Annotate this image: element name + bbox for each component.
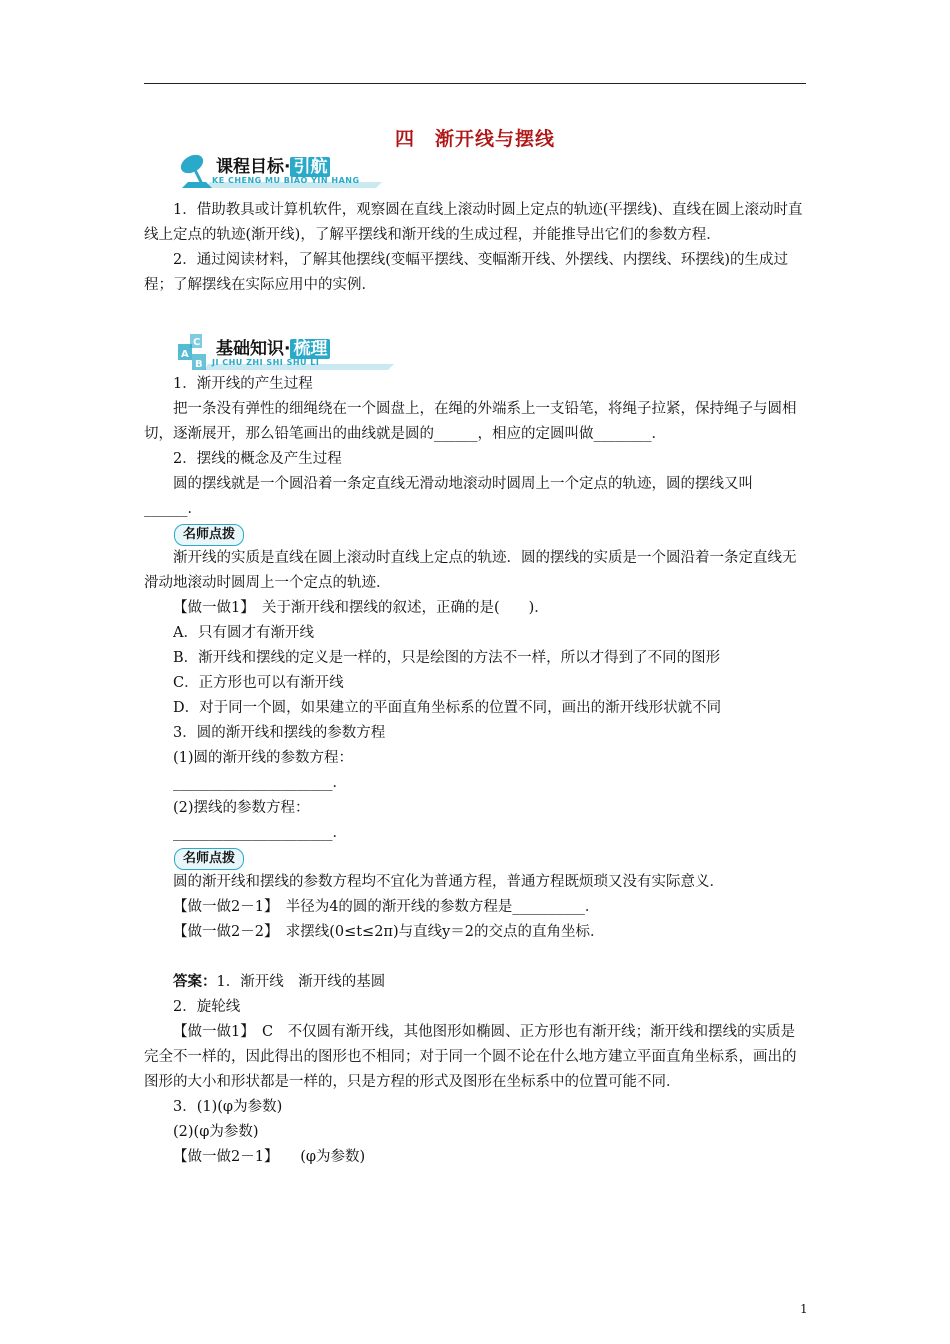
- banner-title: [216, 152, 330, 177]
- answer-5: (2)(φ为参数): [173, 1124, 259, 1140]
- section2-heading: 2．摆线的概念及产生过程: [173, 451, 342, 467]
- tip-label-1: 名师点拨: [174, 524, 244, 546]
- banner-title-highlight: 引航: [290, 157, 330, 177]
- answer-1: 1．渐开线 渐开线的基圆: [216, 974, 386, 990]
- section3-heading: 3．圆的渐开线和摆线的参数方程: [173, 725, 386, 741]
- answer-2: 2．旋轮线: [173, 999, 241, 1015]
- banner-subtitle: JI CHU ZHI SHI SHU LI: [212, 358, 320, 367]
- banner-subtitle: KE CHENG MU BIAO YIN HANG: [212, 176, 360, 185]
- exercise2-1: 【做一做2－1】 半径为4的圆的渐开线的参数方程是__________．: [173, 899, 600, 915]
- section3-sub2: (2)摆线的参数方程：: [173, 800, 310, 816]
- banner-course-goals: [176, 148, 386, 192]
- tip-2: 圆的渐开线和摆线的参数方程均不宜化为普通方程，普通方程既烦琐又没有实际意义．: [173, 874, 724, 890]
- exercise1-option-c: C．正方形也可以有渐开线: [173, 675, 344, 691]
- banner-title-main: 基础知识·: [216, 339, 291, 359]
- exercise2-2: 【做一做2－2】 求摆线(0≤t≤2π)与直线y＝2的交点的直角坐标．: [173, 924, 605, 940]
- banner-title-highlight: 梳理: [290, 339, 330, 359]
- svg-text:C: C: [193, 337, 201, 348]
- answer-4: 3．(1)(φ为参数): [173, 1099, 283, 1115]
- section3-blank2: ______________________．: [173, 825, 347, 841]
- section3-blank1: ______________________．: [173, 775, 347, 791]
- svg-text:A: A: [181, 349, 189, 360]
- exercise1-option-d: D．对于同一个圆，如果建立的平面直角坐标系的位置不同，画出的渐开线形状就不同: [173, 700, 722, 716]
- answer-1-line: [144, 969, 806, 995]
- answer-label: 答案：: [173, 973, 217, 990]
- section1-text: 把一条没有弹性的细绳绕在一个圆盘上，在绳的外端系上一支铅笔，将绳子拉紧，保持绳子与圆相切，逐渐展开，那么铅笔画出的曲线就是圆的______，相应的定圆叫做________．: [144, 401, 797, 442]
- exercise1-option-a: A．只有圆才有渐开线: [173, 625, 314, 641]
- header-rule: [144, 83, 806, 84]
- section2-text: 圆的摆线就是一个圆沿着一条定直线无滑动地滚动时圆周上一个定点的轨迹，圆的摆线又叫______．: [144, 476, 753, 517]
- goal-2: 2．通过阅读材料，了解其他摆线(变幅平摆线、变幅渐开线、外摆线、内摆线、环摆线)的生成过程；了解摆线在实际应用中的实例．: [144, 252, 789, 293]
- exercise1-option-b: B．渐开线和摆线的定义是一样的，只是绘图的方法不一样，所以才得到了不同的图形: [173, 650, 721, 666]
- svg-text:B: B: [195, 359, 203, 370]
- goal-1: 1．借助教具或计算机软件，观察圆在直线上滚动时圆上定点的轨迹(平摆线)、直线在圆上滚动时直线上定点的轨迹(渐开线)，了解平摆线和渐开线的生成过程，并能推导出它们的参数方程．: [144, 202, 803, 243]
- exercise1-question: 【做一做1】 关于渐开线和摆线的叙述，正确的是( )．: [173, 600, 549, 616]
- tip-label-2: 名师点拨: [174, 848, 244, 870]
- banner-title-main: 课程目标·: [216, 157, 291, 177]
- section3-sub1: (1)圆的渐开线的参数方程：: [173, 750, 354, 766]
- page-number: 1: [800, 1302, 808, 1316]
- answer-3: 【做一做1】 C 不仅圆有渐开线，其他图形如椭圆、正方形也有渐开线；渐开线和摆线的实质是完全不一样的，因此得出的图形也不相同；对于同一个圆不论在什么地方建立平面直角坐标系，画出的图形的大小和形状都是一样的，只是方程的形式及图形在坐标系中的位置可能不同．: [144, 1024, 797, 1090]
- tip-1: 渐开线的实质是直线在圆上滚动时直线上定点的轨迹．圆的摆线的实质是一个圆沿着一条定直线无滑动地滚动时圆周上一个定点的轨迹．: [144, 550, 797, 591]
- answer-6: 【做一做2－1】 (φ为参数): [173, 1149, 366, 1165]
- section1-heading: 1．渐开线的产生过程: [173, 376, 313, 392]
- document-body: [144, 198, 806, 1170]
- page-title: 四 渐开线与摆线: [394, 128, 555, 150]
